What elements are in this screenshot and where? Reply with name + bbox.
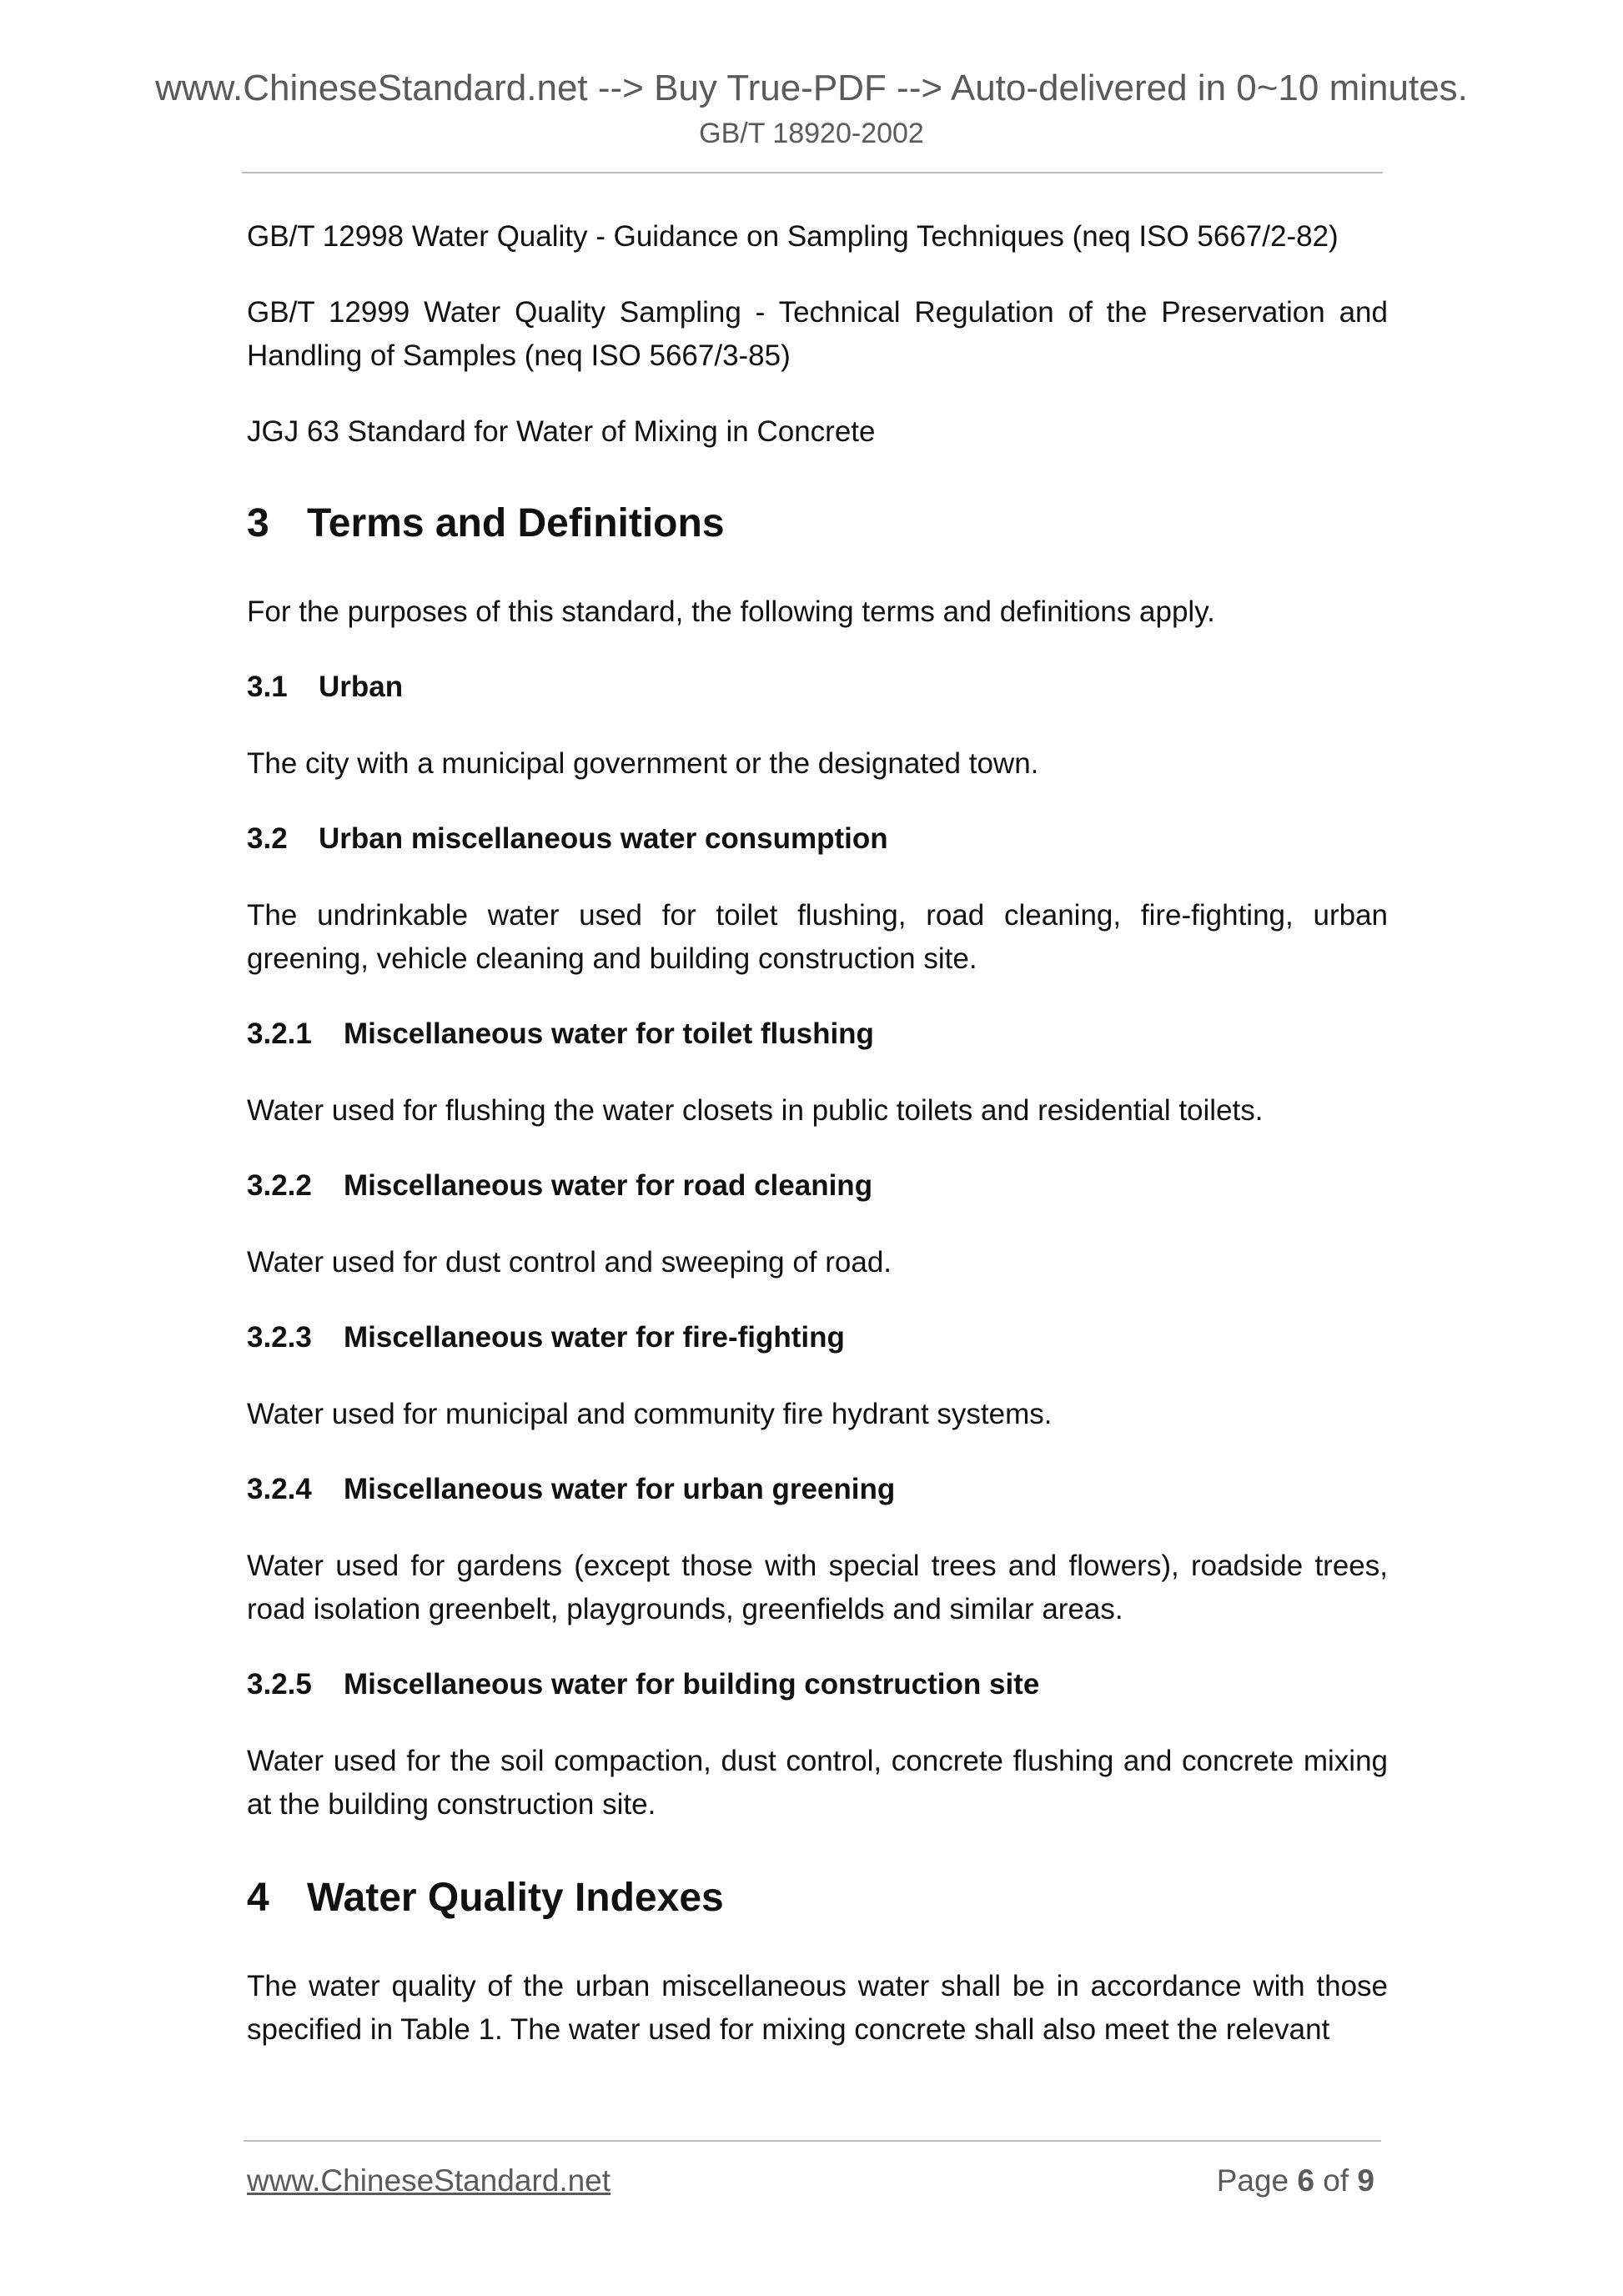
section-3-heading [247, 497, 1388, 550]
term-title: Miscellaneous water for urban greening [344, 1473, 896, 1505]
term-title: Miscellaneous water for building construction site [344, 1668, 1040, 1701]
term-title: Miscellaneous water for fire-fighting [344, 1321, 845, 1354]
reference-jgj-63: JGJ 63 Standard for Water of Mixing in Concrete [247, 415, 876, 448]
term-definition-3-2: The undrinkable water used for toilet flushing, road cleaning, fire-fighting, urban greening, vehicle cleaning and building construction site. [247, 899, 1388, 975]
section-3-intro: For the purposes of this standard, the following terms and definitions apply. [247, 595, 1215, 628]
footer-divider [244, 2140, 1381, 2142]
page-label: Page [1216, 2163, 1289, 2198]
term-definition-3-2-5: Water used for the soil compaction, dust control, concrete flushing and concrete mixing at the building construction site. [247, 1745, 1388, 1821]
reference-gbt-12999: GB/T 12999 Water Quality Sampling - Technical Regulation of the Preservation and Handling of Samples (neq ISO 5667/3-85) [247, 296, 1388, 372]
term-definition-3-1: The city with a municipal government or the designated town. [247, 747, 1039, 780]
term-number: 3.2 [247, 822, 288, 855]
term-heading-3-2-1 [247, 1014, 1388, 1054]
term-number: 3.2.1 [247, 1017, 312, 1050]
term-heading-3-2-4 [247, 1470, 1388, 1510]
section-title: Water Quality Indexes [307, 1876, 724, 1920]
term-heading-3-2-5 [247, 1665, 1388, 1705]
section-4-heading [247, 1871, 1388, 1925]
term-definition-3-2-1: Water used for flushing the water closets in public toilets and residential toilets. [247, 1094, 1264, 1127]
term-heading-3-1 [247, 667, 1388, 707]
standard-code: GB/T 18920-2002 [699, 118, 924, 149]
term-title: Miscellaneous water for road cleaning [344, 1169, 873, 1202]
section-number: 4 [247, 1876, 269, 1920]
section-4-paragraph: The water quality of the urban miscellaneous water shall be in accordance with those specified in Table 1. The water used for mixing concrete shall also meet the relevant [247, 1970, 1388, 2046]
term-title: Urban [319, 671, 404, 703]
term-definition-3-2-3: Water used for municipal and community fire hydrant systems. [247, 1398, 1053, 1430]
section-title: Terms and Definitions [307, 501, 725, 545]
term-number: 3.2.5 [247, 1668, 312, 1701]
page-current: 6 [1297, 2163, 1314, 2198]
term-heading-3-2-3 [247, 1318, 1388, 1358]
term-definition-3-2-2: Water used for dust control and sweeping of road. [247, 1246, 892, 1279]
footer-website-link[interactable]: www.ChineseStandard.net [247, 2163, 611, 2198]
term-heading-3-2 [247, 819, 1388, 859]
page-body [247, 215, 1388, 2052]
term-definition-3-2-4: Water used for gardens (except those with special trees and flowers), roadside trees, road isolation greenbelt, playgrounds, greenfields and similar areas. [247, 1550, 1388, 1625]
page-indicator [1217, 2160, 1374, 2202]
term-heading-3-2-2 [247, 1166, 1388, 1206]
header-banner: www.ChineseStandard.net --> Buy True-PDF --> Auto-delivered in 0~10 minutes. [155, 68, 1468, 108]
term-title: Urban miscellaneous water consumption [319, 822, 888, 855]
term-number: 3.2.3 [247, 1321, 312, 1354]
term-number: 3.2.2 [247, 1169, 312, 1202]
term-title: Miscellaneous water for toilet flushing [344, 1017, 874, 1050]
section-number: 3 [247, 501, 269, 545]
term-number: 3.1 [247, 671, 288, 703]
header-divider [242, 172, 1383, 173]
page-total: 9 [1357, 2163, 1374, 2198]
reference-gbt-12998: GB/T 12998 Water Quality - Guidance on Sampling Techniques (neq ISO 5667/2-82) [247, 220, 1339, 253]
page-of-label: of [1323, 2163, 1349, 2198]
term-number: 3.2.4 [247, 1473, 312, 1505]
